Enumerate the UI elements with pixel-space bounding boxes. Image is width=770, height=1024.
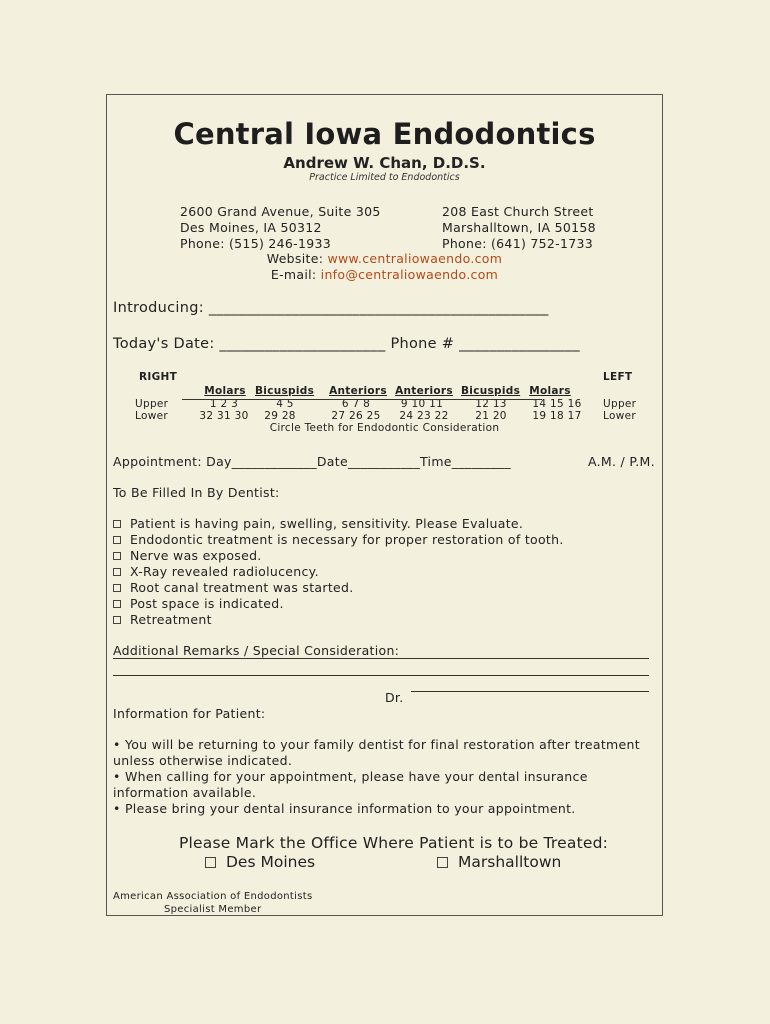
patient-info-heading: Information for Patient: [113,706,266,721]
checkbox[interactable] [113,520,121,528]
patient-info-bullets [113,737,658,817]
check-item-retreatment[interactable]: Retreatment [113,612,564,628]
group-bicuspids-left: Bicuspids [461,385,521,397]
check-item-xray[interactable]: X-Ray revealed radiolucency. [113,564,564,580]
website-link[interactable]: www.centraliowaendo.com [327,251,503,266]
lower-row-label: Lower [135,410,168,422]
office-des-moines-address: 2600 Grand Avenue, Suite 305 Des Moines, IA 50312 Phone: (515) 246-1933 [180,204,381,251]
teeth-upper-anteriors-left[interactable]: 9 10 11 [400,398,444,410]
email-line: E-mail: info@centraliowaendo.com [270,267,499,282]
dr-signature-line[interactable] [411,691,649,692]
upper-row-label: Upper [135,398,169,410]
option-marshalltown[interactable]: Marshalltown [437,853,561,871]
group-bicuspids-right: Bicuspids [255,385,315,397]
doctor-name: Andrew W. Chan, D.D.S. [283,154,486,172]
remarks-heading: Additional Remarks / Special Consideration: [113,643,400,658]
checkbox[interactable] [113,584,121,592]
introducing-field[interactable]: Introducing: _____________________________________________ [113,300,549,316]
lower-row-label-left: Lower [603,410,636,422]
dr-label: Dr. [385,690,404,705]
group-molars-left: Molars [529,385,571,397]
check-item-root-canal-started[interactable]: Root canal treatment was started. [113,580,564,596]
checkbox[interactable] [205,857,216,868]
remarks-line-2[interactable] [113,675,649,676]
website-line: Website: www.centraliowaendo.com [266,251,503,266]
teeth-upper-bicuspids-right[interactable]: 4 5 [276,398,294,410]
upper-row-label-left: Upper [603,398,637,410]
practice-title: Central Iowa Endodontics [173,117,596,151]
ampm-field[interactable]: A.M. / P.M. [588,454,655,469]
checkbox[interactable] [437,857,448,868]
teeth-upper-bicuspids-left[interactable]: 12 13 [475,398,507,410]
option-des-moines[interactable]: Des Moines [205,853,315,871]
group-anteriors-left: Anteriors [395,385,453,397]
checkbox[interactable] [113,536,121,544]
dentist-checklist [113,516,564,628]
check-item-nerve-exposed[interactable]: Nerve was exposed. [113,548,564,564]
email-link[interactable]: info@centraliowaendo.com [320,267,499,282]
date-phone-field[interactable]: Today's Date: ______________________ Phone # ________________ [113,336,580,352]
teeth-right-label: RIGHT [139,371,178,383]
checkbox[interactable] [113,600,121,608]
teeth-lower-bicuspids-right[interactable]: 29 28 [264,410,296,422]
referral-form [106,94,663,916]
teeth-lower-bicuspids-left[interactable]: 21 20 [475,410,507,422]
dentist-heading: To Be Filled In By Dentist: [113,485,280,500]
appointment-field[interactable]: Appointment: Day_____________Date___________Time_________ [113,454,511,469]
remarks-line-1[interactable] [113,658,649,659]
check-item-endo-necessary[interactable]: Endodontic treatment is necessary for proper restoration of tooth. [113,532,564,548]
teeth-lower-anteriors-left[interactable]: 24 23 22 [399,410,449,422]
checkbox[interactable] [113,568,121,576]
group-molars-right: Molars [204,385,246,397]
teeth-lower-molars-right[interactable]: 32 31 30 [199,410,249,422]
check-item-post-space[interactable]: Post space is indicated. [113,596,564,612]
teeth-lower-molars-left[interactable]: 19 18 17 [532,410,582,422]
office-choice-heading: Please Mark the Office Where Patient is to be Treated: [179,834,609,852]
check-item-pain[interactable]: Patient is having pain, swelling, sensitivity. Please Evaluate. [113,516,564,532]
teeth-upper-anteriors-right[interactable]: 6 7 8 [341,398,371,410]
patient-bullet: • You will be returning to your family dentist for final restoration after treatment unless otherwise indicated. [113,737,640,768]
teeth-upper-molars-right[interactable]: 1 2 3 [209,398,239,410]
patient-bullet: • Please bring your dental insurance information to your appointment. [113,801,576,816]
teeth-left-label: LEFT [603,371,633,383]
footer-member: Specialist Member [164,904,262,915]
checkbox[interactable] [113,552,121,560]
patient-bullet: • When calling for your appointment, please have your dental insurance information available. [113,769,588,800]
teeth-caption: Circle Teeth for Endodontic Consideration [269,422,500,434]
teeth-divider-line [182,399,542,400]
teeth-lower-anteriors-right[interactable]: 27 26 25 [331,410,381,422]
footer-association: American Association of Endodontists [113,891,313,902]
practice-tagline: Practice Limited to Endodontics [309,172,460,183]
group-anteriors-right: Anteriors [329,385,387,397]
teeth-upper-molars-left[interactable]: 14 15 16 [532,398,582,410]
office-marshalltown-address: 208 East Church Street Marshalltown, IA 50158 Phone: (641) 752-1733 [442,204,596,251]
checkbox[interactable] [113,616,121,624]
